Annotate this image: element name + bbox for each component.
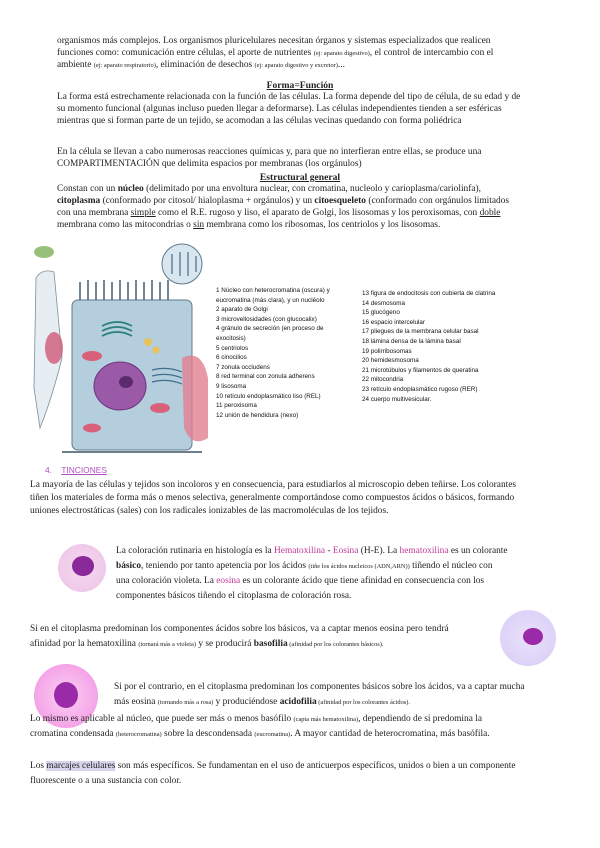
text-run: sobre la descondensada — [161, 729, 255, 739]
text-line: tiñen los materiales de forma más o menos selectiva, generalmente comportándose como compuestos ácidos o básicos, formando — [30, 493, 515, 503]
secretion-granule — [144, 338, 152, 346]
text-run: Constan con un — [57, 184, 118, 194]
legend-item: 6 cinocilios — [216, 354, 247, 362]
text-line: COMPARTIMENTACIÓN que delimita espacios por membranas (los orgánulos) — [57, 159, 362, 169]
legend-item: 5 centriolos — [216, 344, 249, 352]
text-line — [57, 208, 500, 219]
nucleus — [94, 362, 146, 410]
legend-item: 13 figura de endocitosis con cubierta de clatrina — [362, 290, 496, 297]
text-run: Los — [30, 761, 47, 771]
text-run: afinidad por la hematoxilina — [30, 639, 139, 649]
text-line — [57, 196, 509, 207]
legend-item: 10 retículo endoplasmático liso (REL) — [216, 392, 321, 400]
legend-item: 15 glucógeno — [362, 309, 400, 317]
text-note: (ej: aparato respiratorio) — [93, 62, 156, 69]
right-cell — [182, 356, 208, 442]
legend-item: 3 microvellosidades (con glucocalix) — [216, 315, 317, 323]
text-note: (afinidad por los colorantes básicos). — [287, 641, 384, 648]
legend-item: 24 cuerpo multivesicular. — [362, 395, 432, 403]
text-run: membrana como los ribosomas, los centriolos y los lisosomas. — [204, 220, 441, 230]
underlined-term: doble — [479, 208, 501, 218]
legend-item: 23 retículo endoplasmático rugoso (RER) — [362, 385, 478, 393]
stained-cell-illustration — [58, 544, 106, 592]
legend-item: 19 polirribosomas — [362, 347, 412, 355]
text-line: su momento funcional (algunas incluso pueden llegar a deformarse). Las células independientes tienden a ser esféricas — [57, 104, 502, 114]
text-run: es un colorante — [448, 546, 508, 556]
text-run: (H-E). La — [358, 546, 400, 556]
section-number: 4. — [45, 465, 52, 475]
text-run: , teniendo por tanto apetencia por los ácidos — [141, 561, 309, 571]
bold-term: acidofilia — [279, 697, 317, 707]
text-line: organismos más complejos. Los organismos pluricelulares necesitan órganos y sistemas especializados que realicen — [57, 36, 491, 46]
text-run: funciones como: comunicación entre células, el aporte de nutrientes — [57, 48, 312, 58]
bold-term: citoplasma — [57, 196, 101, 206]
text-note: (ej: aparato digestivo) — [313, 50, 370, 57]
text-line — [114, 697, 410, 708]
legend-item: 7 zonula occludens — [216, 363, 270, 371]
underlined-term: sin — [193, 220, 205, 230]
text-run: , eliminación de desechos — [155, 60, 253, 70]
bold-term: básico — [116, 561, 142, 571]
legend-item: 9 lisosoma — [216, 382, 247, 390]
text-line — [57, 220, 440, 231]
nucleolus — [119, 376, 133, 388]
text-line — [57, 184, 481, 195]
text-note: (capta más hematoxilina) — [293, 716, 359, 723]
text-run: cromatina condensada — [30, 729, 116, 739]
legend-item: exocitosis) — [216, 334, 246, 342]
colored-term: eosina — [216, 576, 241, 586]
text-run: como el R.E. rugoso y liso, el aparato de Golgi, los lisosomas y los peroxisomas, con — [155, 208, 480, 218]
organelle-drawing — [34, 246, 54, 258]
bold-term: núcleo — [117, 184, 144, 194]
legend-item: eucromatina (más clara), y un nucléolo — [216, 296, 325, 304]
legend-item: 1 Núcleo con heterocromatina (oscura) y — [216, 287, 330, 294]
text-run: (conformado por citosol/ hialoplasma + orgánulos) y un — [100, 196, 315, 206]
legend-item: 2 aparato de Golgi — [216, 306, 268, 314]
text-note: (tornando más a rosa) — [157, 699, 214, 706]
text-note: (eucromatina) — [254, 731, 291, 738]
legend-item: 21 microtúbulos y filamentos de queratina — [362, 366, 479, 374]
text-line — [30, 639, 384, 650]
text-line — [30, 761, 516, 772]
text-line — [116, 546, 508, 557]
cell-structure-illustration — [32, 238, 210, 458]
text-run: La coloración rutinaria en histología es la — [116, 546, 275, 556]
text-run: ... — [337, 60, 345, 70]
text-line: fluorescente o a una sustancia con color. — [30, 776, 182, 786]
legend-item: 8 red terminal con zonula adherens — [216, 373, 315, 381]
text-run: , dependiendo de si predomina la — [358, 714, 482, 724]
text-note: (tiñe los ácidos nucleicos (ADN,ARN)) — [308, 563, 410, 570]
text-note: (heterocromatina) — [115, 731, 162, 738]
section-heading-tinciones — [45, 465, 107, 475]
text-run: . A mayor cantidad de heterocromatina, más basófila. — [290, 729, 490, 739]
legend-item: 16 espacio intercelular — [362, 318, 426, 326]
legend-left — [216, 286, 330, 420]
secretion-granule — [153, 347, 160, 354]
cell-nucleus — [523, 628, 543, 645]
text-line — [116, 576, 484, 587]
text-line: En la célula se llevan a cabo numerosas reacciones químicas y, para que no interfieran entre ellas, se produce una — [57, 147, 482, 157]
text-line: componentes básicos tiñendo el citoplasma de coloración rosa. — [116, 591, 352, 601]
mitochondria — [82, 351, 102, 361]
cell-nucleus — [72, 556, 94, 576]
text-run: una coloración violeta. La — [116, 576, 217, 586]
text-line — [57, 60, 345, 71]
legend-item: 20 hemidesmosoma — [362, 357, 419, 365]
legend-item: 22 mitocondria — [362, 376, 404, 384]
section-title: TINCIONES — [61, 465, 107, 475]
colored-term: hematoxilina — [399, 546, 449, 556]
organelle-drawing — [45, 332, 63, 364]
section-heading: Estructural general — [259, 172, 341, 183]
text-run: ambiente — [57, 60, 92, 70]
text-line: La mayoría de las células y tejidos son incoloros y en consecuencia, para estudiarlos al microscopio deben teñirse. Los colorantes — [30, 480, 517, 490]
underlined-term: simple — [130, 208, 156, 218]
text-run: tiñendo el núcleo con — [409, 561, 493, 571]
section-heading: Forma=Función — [266, 80, 334, 91]
text-line: Si por el contrario, en el citoplasma predominan los componentes básicos sobre los ácidos, va a captar mucha — [114, 682, 525, 692]
legend-item: 4 gránulo de secreción (en proceso de — [216, 325, 324, 333]
text-line: mientras que si forman parte de un tejido, se acomodan a las células vecinas quedando con forma poliédrica — [57, 116, 462, 126]
legend-item: 14 desmosoma — [362, 299, 406, 307]
colored-term: Hematoxilina — [274, 546, 326, 556]
text-note: (ej: aparato digestivo y excretor) — [254, 62, 338, 69]
text-line — [30, 729, 490, 740]
text-line: Si en el citoplasma predominan los componentes ácidos sobre los básicos, va a captar menos eosina pero tendrá — [30, 624, 449, 634]
text-run: (delimitado por una envoltura nuclear, con cromatina, nucleolo y carioplasma/cariolinfa), — [143, 184, 481, 194]
text-run: y se producirá — [195, 639, 254, 649]
legend-item: 17 pliegues de la membrana celular basal — [362, 328, 479, 336]
text-run: con una membrana — [57, 208, 131, 218]
text-run: Lo mismo es aplicable al núcleo, que puede ser más o menos basófilo — [30, 714, 294, 724]
text-note: (tornará más a violeta) — [138, 641, 196, 648]
bold-term: citoesqueleto — [314, 196, 366, 206]
text-run: más eosina — [114, 697, 158, 707]
text-line — [30, 714, 482, 725]
text-run: , el control de intercambio con el — [369, 48, 494, 58]
bold-term: basofilia — [253, 639, 288, 649]
text-run: y produciéndose — [213, 697, 280, 707]
basophilic-cell-illustration — [500, 610, 556, 666]
text-note: (afinidad por los colorantes ácidos). — [316, 699, 411, 706]
legend-item: 18 lámina densa de la lámina basal — [362, 337, 461, 345]
text-line: uniones electrostáticas (sales) con los radicales ionizables de las macromoléculas de los tejidos. — [30, 506, 389, 516]
mitochondria — [150, 403, 170, 413]
mitochondria — [83, 424, 101, 433]
text-line — [116, 561, 493, 572]
text-run: - — [325, 546, 333, 556]
text-run: membrana como las mitocondrias o — [57, 220, 194, 230]
legend-right — [362, 289, 495, 404]
colored-term: Eosina — [332, 546, 359, 556]
text-run: son más específicos. Se fundamentan en el uso de anticuerpos específicos, unidos o bien a un componente — [115, 761, 516, 771]
cell-nucleus — [54, 682, 78, 708]
legend-item: 12 unión de hendidura (nexo) — [216, 411, 299, 419]
highlighted-term: marcajes celulares — [46, 761, 116, 771]
text-run: es un colorante ácido que tiene afinidad en consecuencia con los — [240, 576, 485, 586]
text-run: (conformado con orgánulos limitados — [365, 196, 510, 206]
legend-item: 11 peroxisoma — [216, 402, 257, 410]
text-line: La forma está estrechamente relacionada con la función de las células. La forma depende del tipo de célula, de su edad y de — [57, 92, 521, 102]
text-line — [57, 48, 493, 59]
